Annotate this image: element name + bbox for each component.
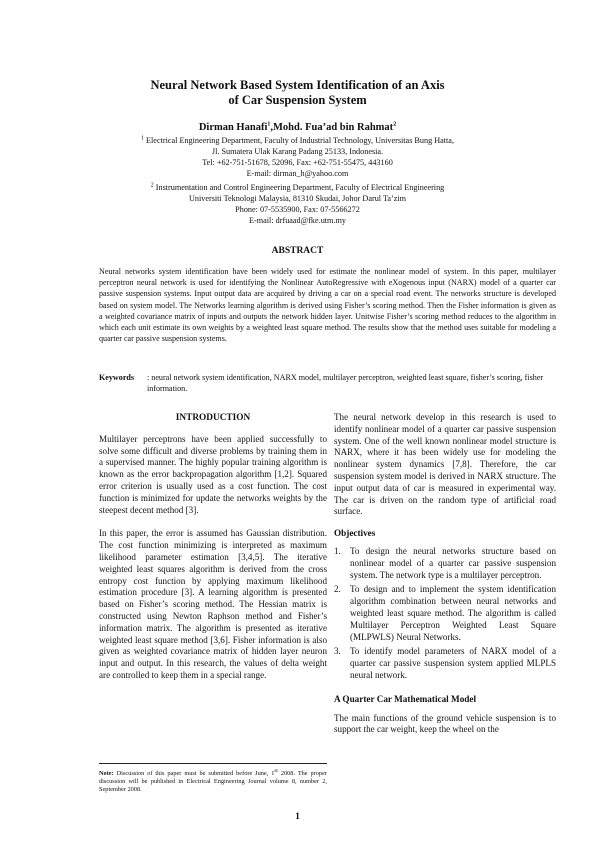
affiliation-1-email: E-mail: dirman_h@yahoo.com <box>246 169 349 178</box>
footnote-label: Note: <box>99 770 114 778</box>
left-column <box>99 413 327 682</box>
objective-text: To identify model parameters of NARX model of a quarter car passive suspension system applied MLPLS neural network. <box>350 646 556 680</box>
affiliation-2 <box>60 182 535 226</box>
objective-text: To design the neural networks structure based on nonlinear model of a quarter car passive suspension system. The network type is a multilayer perceptron. <box>350 545 556 580</box>
affiliation-1-line-2: Jl. Sumatera Ulak Karang Padang 25133, Indonesia. <box>211 147 384 156</box>
objective-number: 2. <box>334 584 341 595</box>
footnote <box>99 767 327 794</box>
page-number: 1 <box>295 812 300 822</box>
keywords <box>99 372 556 394</box>
title-line-2: of Car Suspension System <box>228 93 367 107</box>
affiliation-2-email: E-mail: drfuaad@fke.utm.my <box>249 216 346 225</box>
author-1: Dirman Hanafi <box>198 122 268 133</box>
keywords-text: : neural network system identification, NARX model, multilayer perceptron, weighted least square, fisher’s scoring, fisher information. <box>147 373 544 394</box>
quarter-car-model-heading: A Quarter Car Mathematical Model <box>334 693 477 704</box>
objectives-heading: Objectives <box>334 528 376 539</box>
author-separator: , <box>270 122 273 133</box>
introduction-heading: INTRODUCTION <box>175 413 251 423</box>
author-2-affiliation-mark: 2 <box>393 121 397 128</box>
footnote-superscript: st <box>274 768 278 774</box>
objectives-list <box>334 546 556 682</box>
right-column <box>334 412 556 736</box>
footnote-text-a: Discussion of this paper must be submitted before June, 1 <box>113 770 275 778</box>
objective-item <box>334 584 556 643</box>
objective-number: 3. <box>334 646 341 657</box>
paper-title <box>60 78 535 108</box>
affiliation-2-line-2: Universiti Teknologi Malaysia, 81310 Skudai, Johor Darul Ta’zim <box>188 194 407 203</box>
objective-item <box>334 646 556 681</box>
affiliation-1-mark: 1 <box>140 135 144 142</box>
author-list <box>60 121 535 134</box>
objective-number: 1. <box>334 545 341 556</box>
affiliation-1 <box>60 135 535 179</box>
abstract-heading: ABSTRACT <box>271 246 324 256</box>
abstract-text: Neural networks system identification have been widely used for estimate the nonlinear model of system. In this paper, multilayer perceptron neural network is used for identifying the Nonlinear AutoRegressive with eXogenous input (NARX) model of a quarter car passive suspension systems. Input output data are acquired by driving a car on a special road event. The networks structure is developed based on system model. The Networks learning algorithm is derived using Fisher’s scoring method. Then the Fisher information is given as a weighted covariance matrix of inputs and outputs the network hidden layer. Unitwise Fisher’s scoring method reduces to the algorithm in which each unit estimate its own weights by a weighted least square method. The results show that the method uses suitable for modeling a quarter car passive suspension systems. <box>99 267 556 344</box>
introduction-paragraph-2: In this paper, the error is assumed has Gaussian distribution. The cost function minimizing is interpreted as maximum likelihood parameter estimation [3,4,5]. The iterative weighted least squares algorithm is derived from the cross entropy cost function by applying maximum likelihood estimation procedure [3]. A learning algorithm is presented based on Fisher’s scoring method. The Hessian matrix is constructed using Newton Raphson method and Fisher’s information matrix. The algorithm is presented as iterative weighted least square method [3,6]. Fisher information is also given as weighted covariance matrix of hidden layer neuron input and output. In this research, the values of delta weight are controlled to keep them in a special range. <box>99 528 327 680</box>
objective-item <box>334 546 556 581</box>
author-2: Mohd. Fua’ad bin Rahmat <box>272 122 394 133</box>
introduction-paragraph-1: Multilayer perceptrons have been applied successfully to solve some difficult and diverse problems by training them in a supervised manner. The highly popular training algorithm is known as the error backpropagation algorithm [1,2]. Squared error criterion is usually used as a cost function. The cost function is minimized for update the networks weights by the steepest decent method [3]. <box>99 433 327 515</box>
author-1-affiliation-mark: 1 <box>267 121 271 128</box>
objective-text: To design and to implement the system identification algorithm combination between neural networks and weighted least square method. The algorithm is called Multilayer Perceptron Weighted Least Square (MLPWLS) Neural Networks. <box>350 584 556 642</box>
keywords-label: Keywords <box>99 373 135 382</box>
affiliation-1-line-1: Electrical Engineering Department, Faculty of Industrial Technology, Universitas Bung Hatta, <box>143 136 454 145</box>
right-paragraph-1: The neural network develop in this research is used to identify nonlinear model of a quarter car passive suspension system. One of the well known nonlinear model structure is NARX, where it has been widely use for modeling the nonlinear system dynamics [7,8]. Therefore, the car suspension system model is derived in NARX structure. The input output data of car is measured in experimental way. The car is driven on the random type of artificial road surface. <box>334 412 556 517</box>
affiliation-2-line-3: Phone: 07-5535900, Fax: 07-5566272 <box>235 205 360 214</box>
affiliation-1-line-3: Tel: +62-751-51678, 52096, Fax: +62-751-55475, 443160 <box>202 158 393 167</box>
footnote-rule <box>99 763 327 764</box>
title-line-1: Neural Network Based System Identification of an Axis <box>150 78 445 92</box>
footnote-text-b: 2008. The proper discussion will be published in Electrical Engineering Journal volume 8, number 2, September 2008. <box>99 770 327 794</box>
affiliation-2-line-1: Instrumentation and Control Engineering Department, Faculty of Electrical Engineering <box>153 183 445 192</box>
affiliation-2-mark: 2 <box>150 182 154 189</box>
right-paragraph-2: The main functions of the ground vehicle suspension is to support the car weight, keep the wheel on the <box>334 712 556 735</box>
